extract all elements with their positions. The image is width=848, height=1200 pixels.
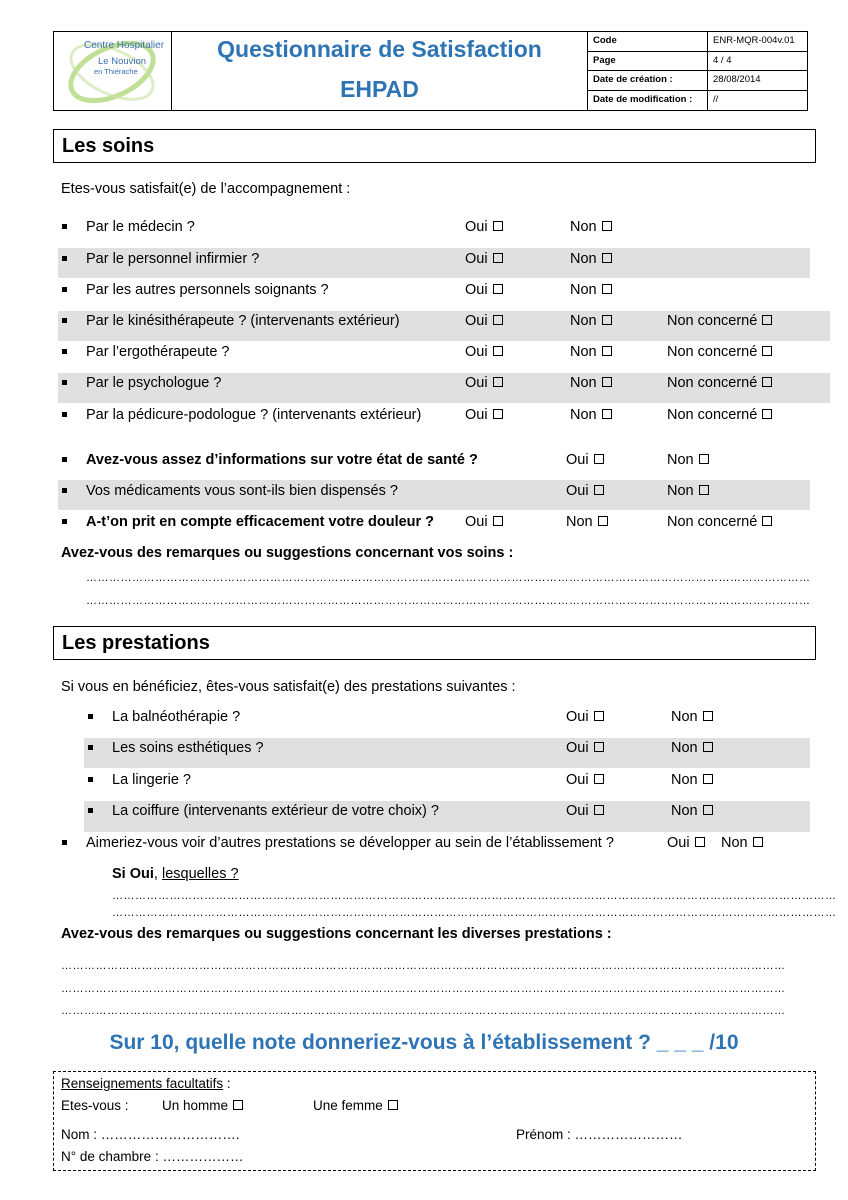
title-line-2: EHPAD [340, 76, 419, 102]
non-checkbox[interactable]: Non [671, 709, 713, 725]
renseignements-box [53, 1071, 816, 1171]
oui-checkbox[interactable]: Oui [465, 407, 503, 423]
non-checkbox[interactable]: Non [570, 313, 612, 329]
prenom-field[interactable]: Prénom : …………………… [516, 1127, 683, 1142]
oui-checkbox[interactable]: Oui [465, 344, 503, 360]
logo-text-1: Centre Hospitalier [84, 40, 165, 51]
non-concerne-checkbox[interactable]: Non concerné [667, 514, 772, 530]
title-line-1: Questionnaire de Satisfaction [217, 36, 542, 62]
oui-checkbox[interactable]: Oui [465, 219, 503, 235]
lesquelles-line-2[interactable]: ……………………………………………………………………………………………………………………………………………………………………… [112, 907, 837, 919]
oui-checkbox[interactable]: Oui [566, 483, 604, 499]
prestations-remarks-line-1[interactable]: ……………………………………………………………………………………………………………………………………………………………………… [61, 960, 786, 972]
document-title [172, 32, 588, 110]
non-checkbox[interactable]: Non [667, 483, 709, 499]
oui-checkbox[interactable]: Oui [465, 313, 503, 329]
meta-row: Code ENR-MQR-004v.01 [588, 32, 808, 52]
prestations-remarks-line-2[interactable]: ……………………………………………………………………………………………………………………………………………………………………… [61, 983, 786, 995]
oui-checkbox[interactable]: Oui [566, 803, 604, 819]
soins-remarks-line-1[interactable]: ……………………………………………………………………………………………………………………………………………………………………… [86, 572, 811, 584]
oui-checkbox[interactable]: Oui [667, 835, 705, 851]
non-checkbox[interactable]: Non [570, 219, 612, 235]
oui-checkbox[interactable]: Oui [566, 740, 604, 756]
non-checkbox[interactable]: Non [570, 251, 612, 267]
oui-checkbox[interactable]: Oui [465, 282, 503, 298]
soins-remarks-line-2[interactable]: ……………………………………………………………………………………………………………………………………………………………………… [86, 595, 811, 607]
logo-text-2: Le Nouvion [98, 56, 147, 67]
non-checkbox[interactable]: Non [570, 282, 612, 298]
non-checkbox[interactable]: Non [566, 514, 608, 530]
non-concerne-checkbox[interactable]: Non concerné [667, 375, 772, 391]
non-checkbox[interactable]: Non [667, 452, 709, 468]
meta-row: Page 4 / 4 [588, 52, 808, 72]
document-meta-table [588, 32, 808, 110]
non-checkbox[interactable]: Non [570, 344, 612, 360]
non-checkbox[interactable]: Non [671, 740, 713, 756]
note-question: Sur 10, quelle note donneriez-vous à l’établissement ? _ _ _ /10 [109, 1031, 739, 1054]
prestations-remarks-line-3[interactable]: ……………………………………………………………………………………………………………………………………………………………………… [61, 1005, 786, 1017]
soins-remarks-label: Avez-vous des remarques ou suggestions concernant vos soins : [61, 545, 514, 561]
non-concerne-checkbox[interactable]: Non concerné [667, 344, 772, 360]
oui-checkbox[interactable]: Oui [465, 514, 503, 530]
document-header [53, 31, 808, 111]
soins-intro: Etes-vous satisfait(e) de l’accompagnement : [61, 181, 351, 197]
oui-checkbox[interactable]: Oui [465, 375, 503, 391]
section-prestations-title: Les prestations [53, 626, 816, 660]
meta-row: Date de modification : // [593, 93, 719, 105]
si-oui-label: Si Oui, lesquelles ? [112, 866, 239, 882]
prestations-intro: Si vous en bénéficiez, êtes-vous satisfait(e) des prestations suivantes : [61, 679, 516, 695]
femme-checkbox[interactable]: Une femme [313, 1098, 398, 1113]
etes-vous-label: Etes-vous : [61, 1098, 129, 1113]
oui-checkbox[interactable]: Oui [566, 709, 604, 725]
non-concerne-checkbox[interactable]: Non concerné [667, 313, 772, 329]
homme-checkbox[interactable]: Un homme [162, 1098, 243, 1113]
logo-text-3: en Thiérache [94, 67, 138, 76]
prestations-remarks-label: Avez-vous des remarques ou suggestions concernant les diverses prestations : [61, 926, 612, 942]
non-checkbox[interactable]: Non [671, 803, 713, 819]
nom-field[interactable]: Nom : …………………………. [61, 1127, 240, 1142]
chambre-field[interactable]: N° de chambre : ……………… [61, 1149, 244, 1164]
section-soins-title: Les soins [53, 129, 816, 163]
oui-checkbox[interactable]: Oui [566, 772, 604, 788]
meta-row: Date de création : 28/08/2014 [588, 71, 808, 91]
non-checkbox[interactable]: Non [671, 772, 713, 788]
non-concerne-checkbox[interactable]: Non concerné [667, 407, 772, 423]
hospital-logo [54, 32, 172, 110]
non-checkbox[interactable]: Non [570, 407, 612, 423]
non-checkbox[interactable]: Non [570, 375, 612, 391]
oui-checkbox[interactable]: Oui [566, 452, 604, 468]
non-checkbox[interactable]: Non [721, 835, 763, 851]
lesquelles-line-1[interactable]: ……………………………………………………………………………………………………………………………………………………………………… [112, 890, 837, 902]
renseignements-title: Renseignements facultatifs : [61, 1076, 231, 1091]
oui-checkbox[interactable]: Oui [465, 251, 503, 267]
